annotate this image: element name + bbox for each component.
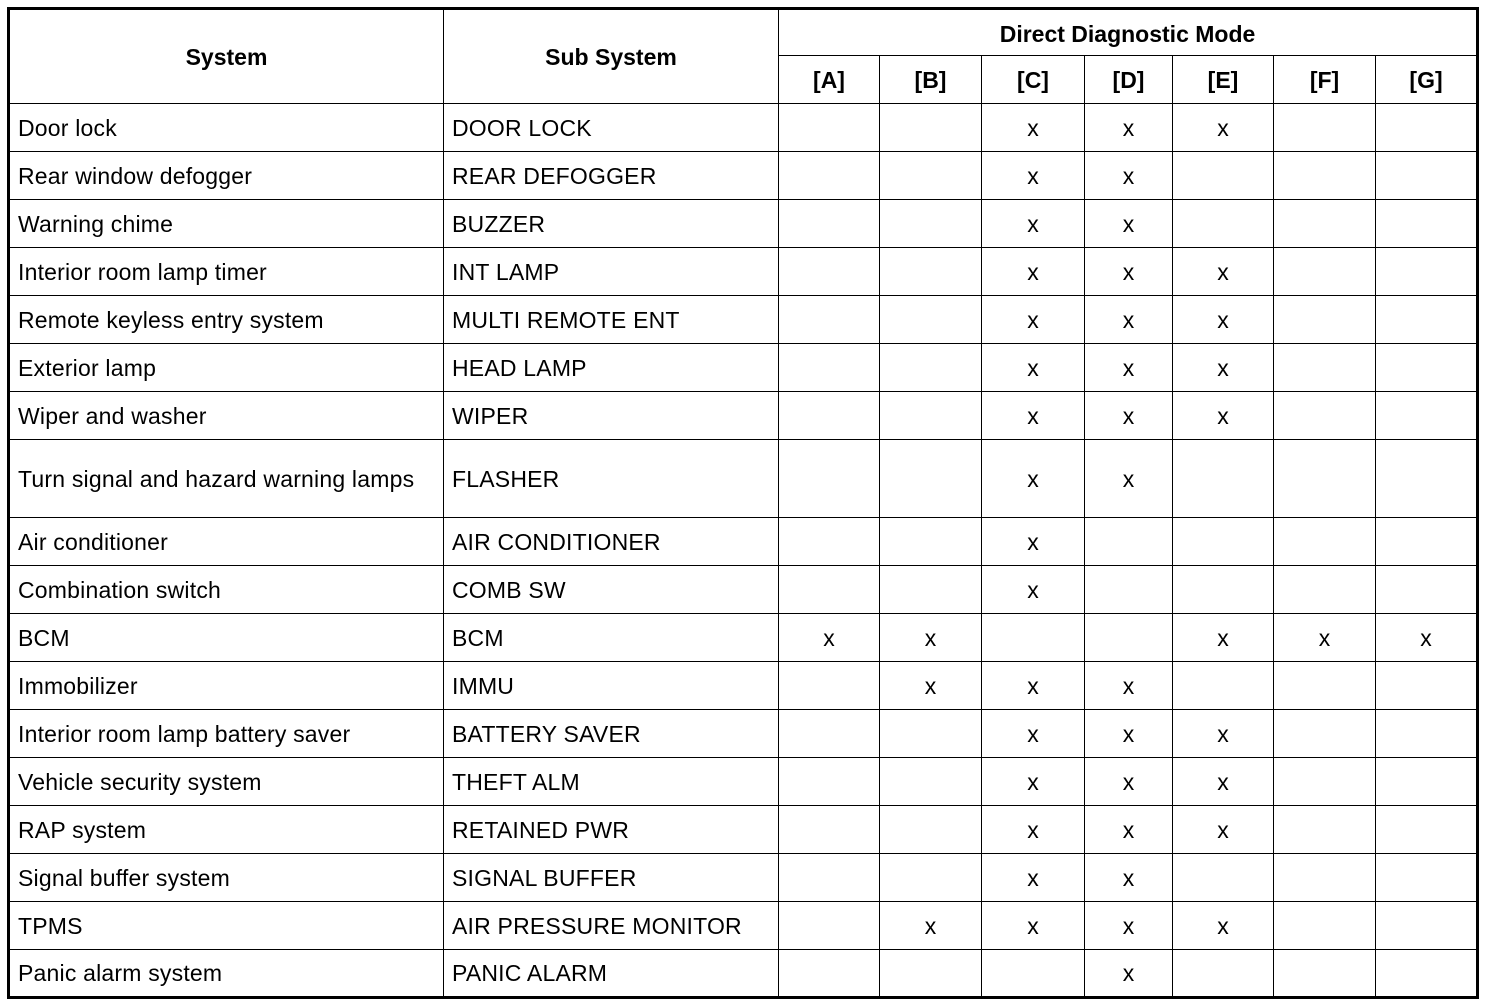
- sub-system-cell: SIGNAL BUFFER: [444, 854, 779, 902]
- sub-system-cell: DOOR LOCK: [444, 104, 779, 152]
- table-row: [9, 758, 1478, 806]
- table-row: [9, 248, 1478, 296]
- mode-mark-cell: [880, 392, 982, 440]
- mode-mark-cell: [880, 854, 982, 902]
- mode-mark-cell: x: [1085, 440, 1173, 518]
- table-row: [9, 440, 1478, 518]
- mode-mark-cell: [779, 950, 880, 998]
- sub-system-cell: REAR DEFOGGER: [444, 152, 779, 200]
- header-mode-d: [D]: [1085, 56, 1173, 104]
- mode-mark-cell: [1173, 200, 1274, 248]
- table-row: [9, 950, 1478, 998]
- table-row: [9, 806, 1478, 854]
- mode-mark-cell: x: [1274, 614, 1376, 662]
- mode-mark-cell: x: [1085, 200, 1173, 248]
- mode-mark-cell: [880, 440, 982, 518]
- mode-mark-cell: [1274, 392, 1376, 440]
- mode-mark-cell: [779, 518, 880, 566]
- mode-mark-cell: [880, 200, 982, 248]
- mode-mark-cell: x: [982, 710, 1085, 758]
- mode-mark-cell: x: [982, 296, 1085, 344]
- mode-mark-cell: x: [1085, 806, 1173, 854]
- mode-mark-cell: [880, 248, 982, 296]
- mode-mark-cell: [1173, 854, 1274, 902]
- system-cell: Warning chime: [9, 200, 444, 248]
- mode-mark-cell: [1376, 518, 1478, 566]
- mode-mark-cell: [1376, 566, 1478, 614]
- mode-mark-cell: [880, 104, 982, 152]
- mode-mark-cell: [880, 518, 982, 566]
- mode-mark-cell: x: [1173, 296, 1274, 344]
- mode-mark-cell: x: [982, 518, 1085, 566]
- table-row: [9, 902, 1478, 950]
- mode-mark-cell: [1274, 758, 1376, 806]
- system-cell: Remote keyless entry system: [9, 296, 444, 344]
- mode-mark-cell: x: [982, 662, 1085, 710]
- system-cell: Turn signal and hazard warning lamps: [9, 440, 444, 518]
- mode-mark-cell: [1274, 104, 1376, 152]
- mode-mark-cell: [1376, 200, 1478, 248]
- mode-mark-cell: x: [982, 806, 1085, 854]
- mode-mark-cell: [1173, 440, 1274, 518]
- sub-system-cell: BCM: [444, 614, 779, 662]
- mode-mark-cell: x: [880, 662, 982, 710]
- mode-mark-cell: [1274, 152, 1376, 200]
- mode-mark-cell: [880, 806, 982, 854]
- mode-mark-cell: x: [982, 200, 1085, 248]
- mode-mark-cell: x: [1085, 392, 1173, 440]
- header-mode-c: [C]: [982, 56, 1085, 104]
- table-header: [9, 9, 1478, 104]
- table-row: [9, 104, 1478, 152]
- mode-mark-cell: [1376, 806, 1478, 854]
- mode-mark-cell: [1173, 566, 1274, 614]
- system-cell: Interior room lamp timer: [9, 248, 444, 296]
- mode-mark-cell: [880, 950, 982, 998]
- sub-system-cell: WIPER: [444, 392, 779, 440]
- mode-mark-cell: x: [982, 344, 1085, 392]
- mode-mark-cell: [982, 950, 1085, 998]
- mode-mark-cell: x: [1173, 344, 1274, 392]
- mode-mark-cell: x: [982, 758, 1085, 806]
- table-row: [9, 296, 1478, 344]
- mode-mark-cell: [779, 758, 880, 806]
- mode-mark-cell: [1274, 344, 1376, 392]
- mode-mark-cell: x: [1085, 854, 1173, 902]
- mode-mark-cell: [779, 200, 880, 248]
- system-cell: BCM: [9, 614, 444, 662]
- system-cell: Interior room lamp battery saver: [9, 710, 444, 758]
- mode-mark-cell: x: [1085, 104, 1173, 152]
- mode-mark-cell: [1274, 296, 1376, 344]
- table-row: [9, 518, 1478, 566]
- mode-mark-cell: x: [1173, 392, 1274, 440]
- mode-mark-cell: [779, 902, 880, 950]
- mode-mark-cell: x: [1085, 950, 1173, 998]
- mode-mark-cell: [1085, 518, 1173, 566]
- mode-mark-cell: x: [982, 902, 1085, 950]
- header-mode-e: [E]: [1173, 56, 1274, 104]
- sub-system-cell: BATTERY SAVER: [444, 710, 779, 758]
- table-row: [9, 662, 1478, 710]
- mode-mark-cell: x: [1085, 248, 1173, 296]
- mode-mark-cell: [1173, 662, 1274, 710]
- sub-system-cell: AIR CONDITIONER: [444, 518, 779, 566]
- sub-system-cell: INT LAMP: [444, 248, 779, 296]
- mode-mark-cell: [880, 296, 982, 344]
- mode-mark-cell: x: [1085, 296, 1173, 344]
- mode-mark-cell: [1274, 806, 1376, 854]
- sub-system-cell: COMB SW: [444, 566, 779, 614]
- mode-mark-cell: x: [1173, 902, 1274, 950]
- mode-mark-cell: x: [982, 248, 1085, 296]
- mode-mark-cell: x: [880, 902, 982, 950]
- header-direct-diagnostic-mode: Direct Diagnostic Mode: [779, 9, 1478, 56]
- mode-mark-cell: [1376, 152, 1478, 200]
- mode-mark-cell: [880, 344, 982, 392]
- system-cell: RAP system: [9, 806, 444, 854]
- mode-mark-cell: x: [1173, 248, 1274, 296]
- mode-mark-cell: [1376, 392, 1478, 440]
- mode-mark-cell: [779, 566, 880, 614]
- mode-mark-cell: [1376, 758, 1478, 806]
- mode-mark-cell: [1173, 152, 1274, 200]
- mode-mark-cell: [779, 104, 880, 152]
- mode-mark-cell: [1376, 248, 1478, 296]
- mode-mark-cell: [1274, 854, 1376, 902]
- system-cell: Rear window defogger: [9, 152, 444, 200]
- sub-system-cell: AIR PRESSURE MONITOR: [444, 902, 779, 950]
- mode-mark-cell: [1274, 902, 1376, 950]
- mode-mark-cell: x: [1173, 614, 1274, 662]
- mode-mark-cell: [779, 392, 880, 440]
- header-mode-g: [G]: [1376, 56, 1478, 104]
- mode-mark-cell: [1274, 950, 1376, 998]
- direct-diagnostic-mode-table: [7, 7, 1479, 999]
- mode-mark-cell: x: [779, 614, 880, 662]
- mode-mark-cell: [779, 854, 880, 902]
- system-cell: Door lock: [9, 104, 444, 152]
- mode-mark-cell: [880, 566, 982, 614]
- mode-mark-cell: [1274, 566, 1376, 614]
- table-row: [9, 614, 1478, 662]
- system-cell: Wiper and washer: [9, 392, 444, 440]
- sub-system-cell: FLASHER: [444, 440, 779, 518]
- mode-mark-cell: x: [1085, 152, 1173, 200]
- table-row: [9, 152, 1478, 200]
- header-mode-a: [A]: [779, 56, 880, 104]
- mode-mark-cell: x: [982, 440, 1085, 518]
- mode-mark-cell: [779, 662, 880, 710]
- mode-mark-cell: x: [1085, 902, 1173, 950]
- mode-mark-cell: x: [982, 566, 1085, 614]
- mode-mark-cell: [1173, 950, 1274, 998]
- mode-mark-cell: [779, 248, 880, 296]
- mode-mark-cell: [1274, 662, 1376, 710]
- mode-mark-cell: [1376, 344, 1478, 392]
- mode-mark-cell: x: [1376, 614, 1478, 662]
- mode-mark-cell: x: [982, 152, 1085, 200]
- mode-mark-cell: [779, 806, 880, 854]
- system-cell: Exterior lamp: [9, 344, 444, 392]
- mode-mark-cell: x: [1173, 806, 1274, 854]
- system-cell: Vehicle security system: [9, 758, 444, 806]
- mode-mark-cell: x: [1085, 758, 1173, 806]
- mode-mark-cell: x: [1085, 344, 1173, 392]
- mode-mark-cell: [1085, 566, 1173, 614]
- mode-mark-cell: [1376, 104, 1478, 152]
- table-row: [9, 200, 1478, 248]
- mode-mark-cell: x: [982, 392, 1085, 440]
- mode-mark-cell: x: [880, 614, 982, 662]
- mode-mark-cell: x: [982, 104, 1085, 152]
- mode-mark-cell: x: [1173, 104, 1274, 152]
- header-mode-f: [F]: [1274, 56, 1376, 104]
- header-mode-b: [B]: [880, 56, 982, 104]
- sub-system-cell: PANIC ALARM: [444, 950, 779, 998]
- mode-mark-cell: [1376, 662, 1478, 710]
- mode-mark-cell: [779, 296, 880, 344]
- mode-mark-cell: [1376, 854, 1478, 902]
- header-system: System: [9, 9, 444, 104]
- mode-mark-cell: [1376, 902, 1478, 950]
- mode-mark-cell: [1376, 440, 1478, 518]
- mode-mark-cell: [1085, 614, 1173, 662]
- sub-system-cell: MULTI REMOTE ENT: [444, 296, 779, 344]
- mode-mark-cell: [982, 614, 1085, 662]
- mode-mark-cell: [1274, 200, 1376, 248]
- mode-mark-cell: [1274, 248, 1376, 296]
- system-cell: Signal buffer system: [9, 854, 444, 902]
- system-cell: Combination switch: [9, 566, 444, 614]
- mode-mark-cell: [880, 152, 982, 200]
- mode-mark-cell: [779, 152, 880, 200]
- system-cell: TPMS: [9, 902, 444, 950]
- system-cell: Air conditioner: [9, 518, 444, 566]
- mode-mark-cell: x: [1173, 758, 1274, 806]
- mode-mark-cell: [1274, 440, 1376, 518]
- table-body: [9, 104, 1478, 998]
- sub-system-cell: HEAD LAMP: [444, 344, 779, 392]
- system-cell: Panic alarm system: [9, 950, 444, 998]
- mode-mark-cell: [1274, 710, 1376, 758]
- mode-mark-cell: [1376, 296, 1478, 344]
- table-row: [9, 566, 1478, 614]
- mode-mark-cell: x: [982, 854, 1085, 902]
- table-row: [9, 344, 1478, 392]
- mode-mark-cell: x: [1085, 710, 1173, 758]
- mode-mark-cell: [880, 758, 982, 806]
- mode-mark-cell: [1173, 518, 1274, 566]
- mode-mark-cell: x: [1085, 662, 1173, 710]
- mode-mark-cell: [779, 344, 880, 392]
- table-row: [9, 710, 1478, 758]
- header-row-1: [9, 9, 1478, 56]
- mode-mark-cell: [1376, 710, 1478, 758]
- system-cell: Immobilizer: [9, 662, 444, 710]
- table-row: [9, 854, 1478, 902]
- mode-mark-cell: x: [1173, 710, 1274, 758]
- sub-system-cell: BUZZER: [444, 200, 779, 248]
- header-sub-system: Sub System: [444, 9, 779, 104]
- sub-system-cell: THEFT ALM: [444, 758, 779, 806]
- table-row: [9, 392, 1478, 440]
- sub-system-cell: IMMU: [444, 662, 779, 710]
- mode-mark-cell: [1274, 518, 1376, 566]
- mode-mark-cell: [779, 440, 880, 518]
- mode-mark-cell: [779, 710, 880, 758]
- mode-mark-cell: [880, 710, 982, 758]
- sub-system-cell: RETAINED PWR: [444, 806, 779, 854]
- mode-mark-cell: [1376, 950, 1478, 998]
